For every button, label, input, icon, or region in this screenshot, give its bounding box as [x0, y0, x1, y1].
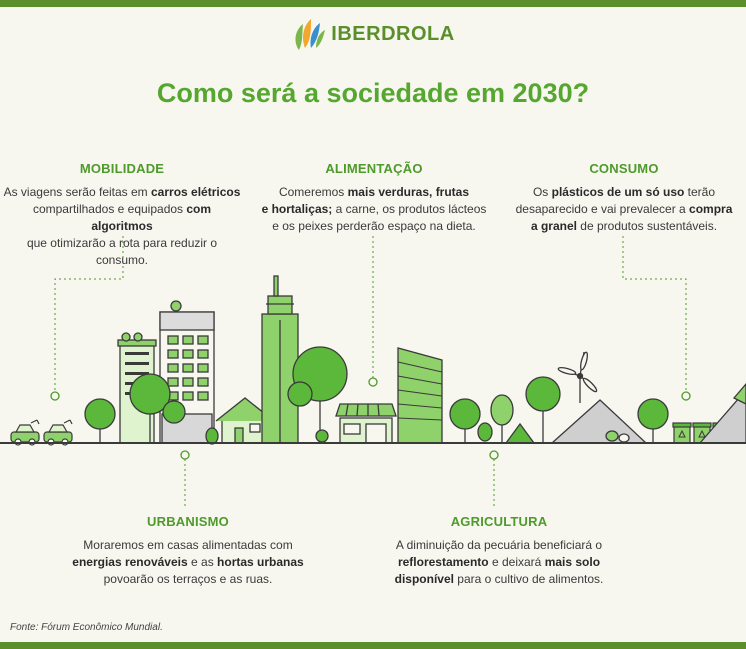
brand-name: IBERDROLA [331, 22, 455, 45]
wind-turbine-icon [558, 352, 598, 403]
page-title: Como será a sociedade em 2030? [156, 78, 590, 108]
section-heading: ALIMENTAÇÃO [325, 161, 423, 176]
section-mobilidade: MOBILIDADE As viagens serão feitas em carros elétricos compartilhados e equipados com algoritmos que otimizarão a rota para reduzir o consumo. [3, 161, 241, 267]
right-hill [700, 384, 746, 443]
section-urbanismo: URBANISMO Moraremos em casas alimentadas com energias renováveis e as hortas urbanas povoarão os terraços e as ruas. [56, 513, 320, 588]
section-consumo: CONSUMO Os plásticos de um só uso terão desaparecido e vai prevalecer a compra a granel de produtos sustentáveis. [506, 160, 742, 235]
section-heading: AGRICULTURA [450, 514, 548, 529]
office-building [398, 348, 442, 443]
section-agricultura: AGRICULTURA A diminuição da pecuária beneficiará o reflorestamento e deixará mais solo disponível para o cultivo de alimentos. [392, 513, 606, 588]
section-alimentacao: ALIMENTAÇÃO Comeremos mais verduras, frutas e hortaliças; a carne, os produtos lácteos e os peixes perderão espaço na dieta. [261, 161, 487, 233]
tower-building [262, 276, 298, 443]
tree-icon [638, 399, 668, 443]
market-stall-icon [336, 404, 396, 443]
hill [552, 400, 646, 443]
electric-car-icon [11, 420, 72, 445]
section-heading: URBANISMO [147, 514, 229, 529]
source-note: Fonte: Fórum Econômico Mundial. [10, 622, 163, 633]
section-heading: MOBILIDADE [79, 161, 165, 176]
section-heading: CONSUMO [589, 161, 659, 176]
tree-icon [450, 377, 560, 443]
